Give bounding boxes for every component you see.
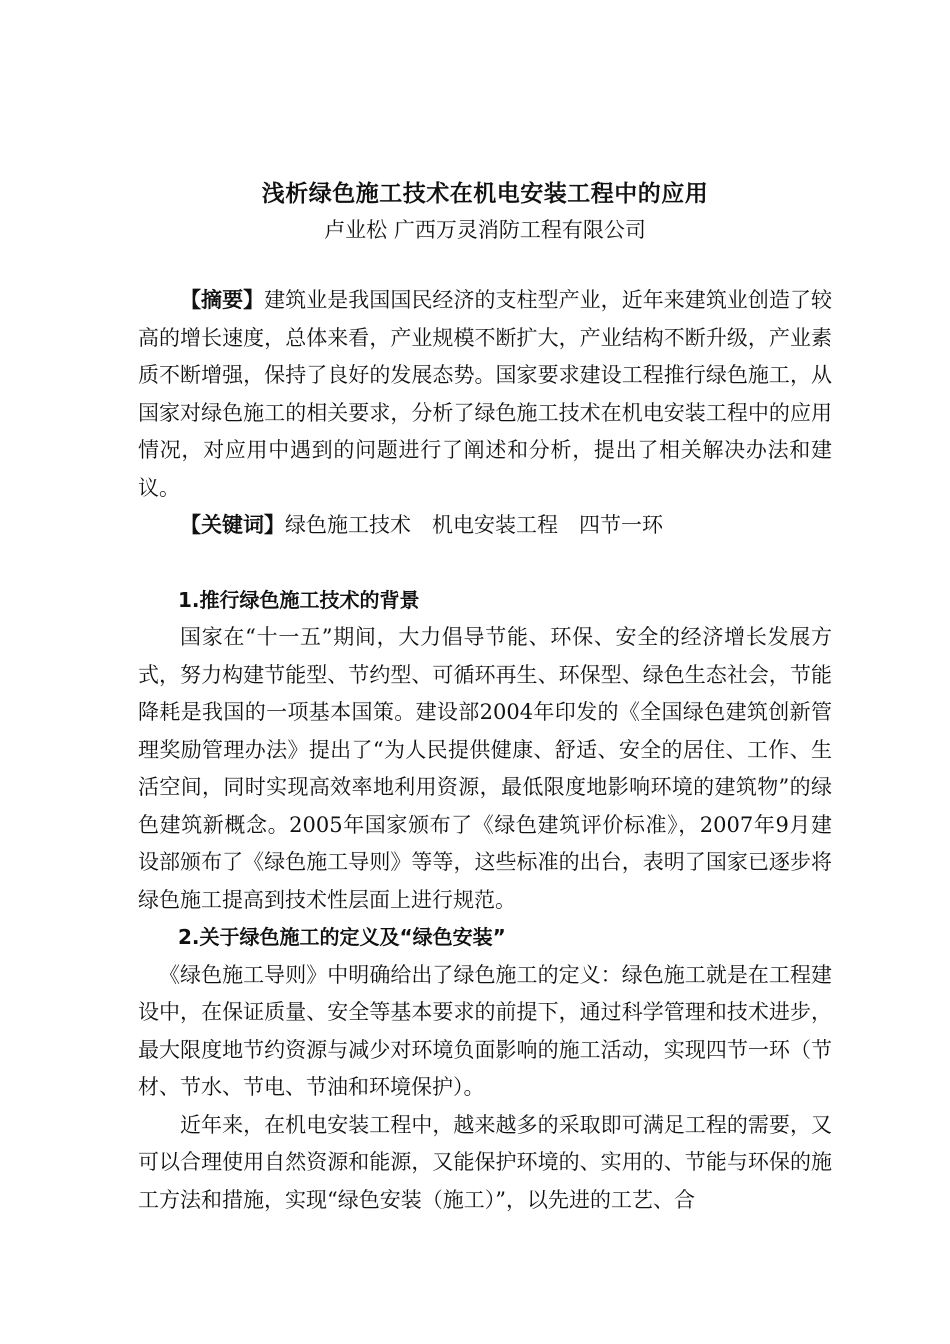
abstract-label: 【摘要】 xyxy=(180,288,265,312)
keyword-item: 机电安装工程 xyxy=(432,513,558,537)
section-2-paragraph-1: 《绿色施工导则》中明确给出了绿色施工的定义：绿色施工就是在工程建设中，在保证质量、安全等基本要求的前提下，通过科学管理和技术进步，最大限度地节约资源与减少对环境负面影响的施工活动，实现四节一环（节材、节水、节电、节油和环境保护）。 xyxy=(138,962,832,1099)
abstract-paragraph xyxy=(138,282,832,507)
keyword-item: 绿色施工技术 xyxy=(285,513,411,537)
paper-title: 浅析绿色施工技术在机电安装工程中的应用 xyxy=(261,181,709,207)
section-heading-2: 2.关于绿色施工的定义及“绿色安装” xyxy=(178,925,506,949)
section-heading-1: 1.推行绿色施工技术的背景 xyxy=(178,587,420,612)
abstract-text: 建筑业是我国国民经济的支柱型产业，近年来建筑业创造了较高的增长速度，总体来看，产业规模不断扩大，产业结构不断升级，产业素质不断增强，保持了良好的发展态势。国家要求建设工程推行绿色施工，从国家对绿色施工的相关要求，分析了绿色施工技术在机电安装工程中的应用情况，对应用中遇到的问题进行了阐述和分析，提出了相关解决办法和建议。 xyxy=(138,288,833,500)
section-1-paragraph: 国家在“十一五”期间，大力倡导节能、环保、安全的经济增长发展方式，努力构建节能型、节约型、可循环再生、环保型、绿色生态社会，节能降耗是我国的一项基本国策。建设部2004年印发的《全国绿色建筑创新管理奖励管理办法》提出了“为人民提供健康、舒适、安全的居住、工作、生活空间，同时实现高效率地利用资源，最低限度地影响环境的建筑物”的绿色建筑新概念。2005年国家颁布了《绿色建筑评价标准》，2007年9月建设部颁布了《绿色施工导则》等等，这些标准的出台，表明了国家已逐步将绿色施工提高到技术性层面上进行规范。 xyxy=(138,625,832,912)
keyword-item: 四节一环 xyxy=(579,513,663,537)
keywords-label: 【关键词】 xyxy=(180,513,285,537)
keywords-line xyxy=(138,507,832,545)
author-affiliation: 卢业松 广西万灵消防工程有限公司 xyxy=(324,218,646,242)
section-spacer xyxy=(138,545,832,582)
section-2-paragraph-2: 近年来，在机电安装工程中，越来越多的采取即可满足工程的需要，又可以合理使用自然资源和能源，又能保护环境的、实用的、节能与环保的施工方法和措施，实现“绿色安装（施工）”，以先进的工艺、合 xyxy=(138,1112,832,1212)
document-body xyxy=(138,176,832,1219)
